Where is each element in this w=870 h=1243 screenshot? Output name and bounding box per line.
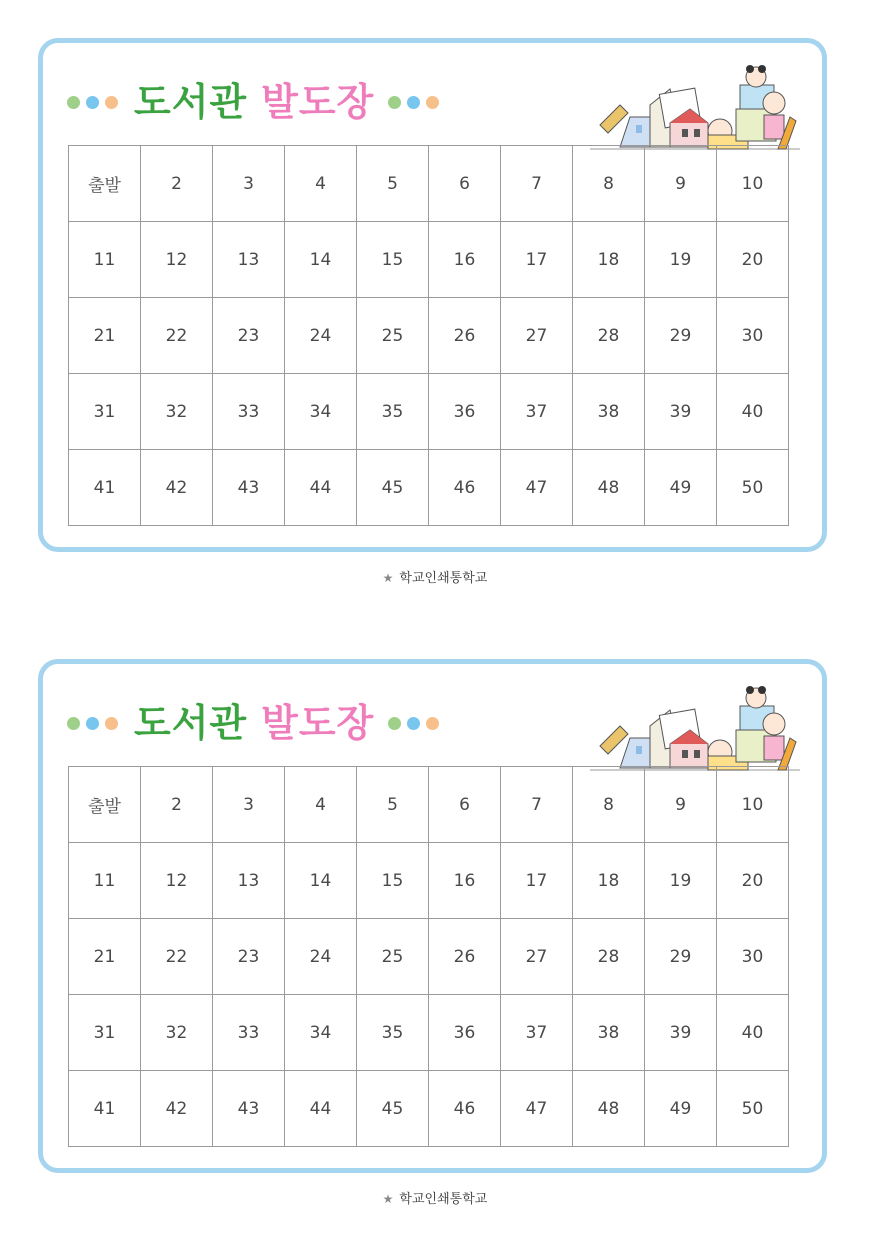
stamp-cell: 41 [69,1071,141,1147]
stamp-cell: 43 [213,1071,285,1147]
grid-row [69,374,789,450]
stamp-cell: 29 [645,919,717,995]
grid-row [69,1071,789,1147]
stamp-cell: 22 [141,298,213,374]
green-dot-icon [388,717,401,730]
stamp-cell: 36 [429,374,501,450]
stamp-cell: 43 [213,450,285,526]
stamp-cell: 40 [717,995,789,1071]
stamp-cell: 출발 [69,767,141,843]
stamp-cell: 45 [357,1071,429,1147]
stamp-cell: 24 [285,298,357,374]
stamp-card-top [38,38,827,552]
decorative-dots-left [67,96,124,109]
kids-with-books-illustration-icon [590,686,800,772]
stamp-grid-body [69,767,789,1147]
stamp-cell: 50 [717,1071,789,1147]
stamp-cell: 15 [357,843,429,919]
stamp-cell: 12 [141,222,213,298]
stamp-cell: 40 [717,374,789,450]
stamp-cell: 36 [429,995,501,1071]
stamp-card-bottom [38,659,827,1173]
stamp-cell: 30 [717,919,789,995]
grid-row [69,919,789,995]
stamp-cell: 37 [501,374,573,450]
stamp-cell: 2 [141,146,213,222]
stamp-cell: 29 [645,298,717,374]
stamp-cell: 28 [573,298,645,374]
stamp-cell: 49 [645,450,717,526]
stamp-cell: 19 [645,222,717,298]
grid-row [69,298,789,374]
stamp-cell: 48 [573,450,645,526]
grid-row [69,146,789,222]
stamp-cell: 32 [141,374,213,450]
footer-text: 학교인쇄통학교 [399,571,488,586]
title-library: 도서관 [134,80,248,124]
stamp-cell: 23 [213,298,285,374]
stamp-grid [68,145,789,526]
stamp-cell: 26 [429,919,501,995]
stamp-cell: 42 [141,1071,213,1147]
stamp-cell: 5 [357,146,429,222]
stamp-cell: 13 [213,222,285,298]
stamp-cell: 26 [429,298,501,374]
stamp-cell: 32 [141,995,213,1071]
stamp-cell: 15 [357,222,429,298]
stamp-cell: 11 [69,222,141,298]
stamp-cell: 25 [357,298,429,374]
stamp-cell: 7 [501,146,573,222]
stamp-cell: 10 [717,146,789,222]
stamp-cell: 44 [285,1071,357,1147]
star-icon: ★ [382,571,394,585]
stamp-cell: 42 [141,450,213,526]
stamp-cell: 41 [69,450,141,526]
stamp-cell: 13 [213,843,285,919]
stamp-cell: 50 [717,450,789,526]
stamp-cell: 30 [717,298,789,374]
stamp-cell: 20 [717,843,789,919]
stamp-cell: 8 [573,146,645,222]
title-footprint: 발도장 [261,80,375,124]
stamp-cell: 46 [429,450,501,526]
stamp-cell: 11 [69,843,141,919]
stamp-cell: 7 [501,767,573,843]
stamp-cell: 9 [645,767,717,843]
stamp-cell: 16 [429,222,501,298]
stamp-cell: 39 [645,374,717,450]
stamp-cell: 34 [285,995,357,1071]
stamp-cell: 4 [285,767,357,843]
stamp-cell: 49 [645,1071,717,1147]
stamp-cell: 33 [213,374,285,450]
decorative-dots-left [67,717,124,730]
footer-bottom [0,1188,870,1207]
stamp-cell: 17 [501,222,573,298]
stamp-cell: 22 [141,919,213,995]
stamp-cell: 9 [645,146,717,222]
stamp-cell: 23 [213,919,285,995]
stamp-cell: 3 [213,146,285,222]
grid-row [69,222,789,298]
stamp-cell: 27 [501,298,573,374]
stamp-cell: 6 [429,767,501,843]
stamp-cell: 18 [573,222,645,298]
title-footprint: 발도장 [261,701,375,745]
stamp-cell: 3 [213,767,285,843]
stamp-cell: 21 [69,298,141,374]
stamp-cell: 19 [645,843,717,919]
stamp-cell: 10 [717,767,789,843]
stamp-cell: 31 [69,374,141,450]
stamp-cell: 8 [573,767,645,843]
blue-dot-icon [86,96,99,109]
stamp-grid-body [69,146,789,526]
green-dot-icon [388,96,401,109]
orange-dot-icon [426,96,439,109]
stamp-cell: 12 [141,843,213,919]
stamp-cell: 35 [357,995,429,1071]
stamp-cell: 18 [573,843,645,919]
decorative-dots-right [388,717,445,730]
stamp-cell: 17 [501,843,573,919]
decorative-dots-right [388,96,445,109]
stamp-cell: 4 [285,146,357,222]
orange-dot-icon [426,717,439,730]
footer-top [0,567,870,586]
star-icon: ★ [382,1192,394,1206]
title-row [67,79,445,125]
orange-dot-icon [105,717,118,730]
stamp-cell: 48 [573,1071,645,1147]
title-row [67,700,445,746]
stamp-cell: 14 [285,222,357,298]
stamp-cell: 14 [285,843,357,919]
title-library: 도서관 [134,701,248,745]
stamp-cell: 24 [285,919,357,995]
stamp-cell: 16 [429,843,501,919]
stamp-cell: 2 [141,767,213,843]
stamp-cell: 39 [645,995,717,1071]
stamp-cell: 5 [357,767,429,843]
footer-text: 학교인쇄통학교 [399,1192,488,1207]
stamp-cell: 34 [285,374,357,450]
orange-dot-icon [105,96,118,109]
stamp-cell: 20 [717,222,789,298]
blue-dot-icon [407,96,420,109]
grid-row [69,843,789,919]
grid-row [69,995,789,1071]
stamp-cell: 6 [429,146,501,222]
stamp-cell: 35 [357,374,429,450]
grid-row [69,450,789,526]
stamp-cell: 47 [501,450,573,526]
green-dot-icon [67,717,80,730]
stamp-cell: 21 [69,919,141,995]
stamp-cell: 47 [501,1071,573,1147]
stamp-cell: 38 [573,374,645,450]
grid-row [69,767,789,843]
stamp-cell: 44 [285,450,357,526]
stamp-cell: 출발 [69,146,141,222]
blue-dot-icon [407,717,420,730]
stamp-grid [68,766,789,1147]
stamp-cell: 38 [573,995,645,1071]
stamp-cell: 37 [501,995,573,1071]
stamp-cell: 27 [501,919,573,995]
stamp-cell: 46 [429,1071,501,1147]
stamp-cell: 33 [213,995,285,1071]
stamp-cell: 28 [573,919,645,995]
blue-dot-icon [86,717,99,730]
stamp-cell: 45 [357,450,429,526]
stamp-cell: 31 [69,995,141,1071]
stamp-cell: 25 [357,919,429,995]
kids-with-books-illustration-icon [590,65,800,151]
green-dot-icon [67,96,80,109]
